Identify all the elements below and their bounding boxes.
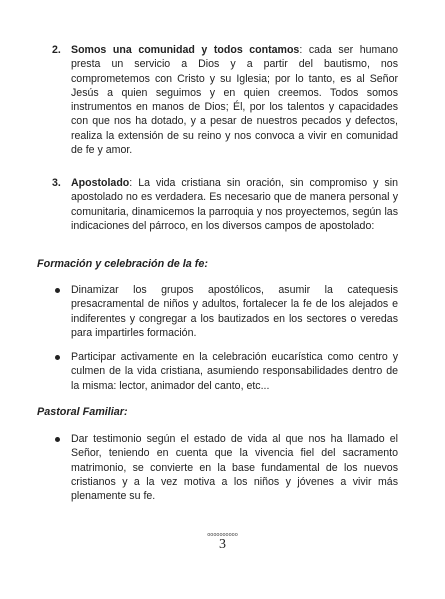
bullet-text: Dinamizar los grupos apostólicos, asumir la catequesis presacramental de niños y adultos, fortalecer la fe de los alejados e indiferentes y congregar a los bautizados en los sectores o veredas para impartirles formación. xyxy=(71,284,398,339)
bullet-dot xyxy=(55,355,60,360)
section-title: Pastoral Familiar xyxy=(37,406,125,418)
bullet-text: Dar testimonio según el estado de vida al que nos ha llamado el Señor, teniendo en cuenta que la vivencia fiel del sacramento matrimonio, se convierte en la base fundamental de los nuevos cristianos y a la vez motiva a los niños y jóvenes a vivir más plenamente su fe. xyxy=(71,433,398,503)
item-lead: Apostolado xyxy=(71,177,130,189)
item-body xyxy=(71,43,398,157)
section-suffix: : xyxy=(124,406,128,418)
page-footer xyxy=(0,532,445,552)
item-text: : La vida cristiana sin oración, sin compromiso y sin apostolado no es verdadera. Es necesario que de manera personal y comunitaria, dinamicemos la parroquia y nos proyectemos, según las indicaciones del párroco, en los diversos campos de apostolado: xyxy=(71,177,398,232)
section-heading-formacion xyxy=(37,257,208,271)
bullet-text: Participar activamente en la celebración eucarística como centro y culmen de la vida cristiana, asumiendo responsabilidades dentro de la misma: lector, animador del canto, etc... xyxy=(71,351,398,392)
bullet-dot xyxy=(55,437,60,442)
bullet-item xyxy=(55,432,398,503)
bullet-item xyxy=(55,283,398,340)
page-number: 3 xyxy=(219,537,226,552)
bullet-item xyxy=(55,350,398,393)
item-text: : cada ser humano presta un servicio a Dios y a partir del bautismo, nos comprometemos con Cristo y su Iglesia; por lo tanto, es al Señor Jesús a quien seguimos y en quien creemos. Todos somos instrumentos en manos de Dios; Él, por los talentos y capacidades con que nos ha dotado, y a pesar de nuestros pecados y defectos, realiza la extensión de su reino y nos convoca a vivir en comunidad de fe y amor. xyxy=(71,44,398,157)
numbered-item-3 xyxy=(52,176,398,233)
numbered-item-2 xyxy=(52,43,398,157)
item-number: 2. xyxy=(52,44,61,56)
item-body xyxy=(71,176,398,233)
section-heading-pastoral-familiar xyxy=(37,405,128,419)
section-suffix: : xyxy=(204,258,209,270)
bullet-dot xyxy=(55,288,60,293)
section-title: Formación y celebración de la fe xyxy=(37,258,205,270)
footer-ornament: oooooooooo xyxy=(207,532,238,538)
item-number: 3. xyxy=(52,177,61,189)
item-lead: Somos una comunidad y todos contamos xyxy=(71,44,300,56)
